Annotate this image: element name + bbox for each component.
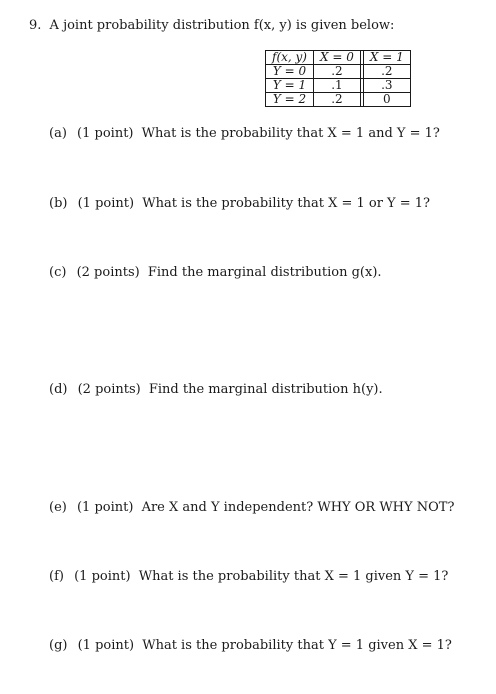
joint-distribution-table [265, 50, 411, 107]
table-row [266, 65, 411, 79]
question-points: (1 point) [77, 126, 134, 141]
table-row [266, 79, 411, 93]
question-text: Find the marginal distribution g(x). [147, 265, 382, 280]
table-cell: 0 [363, 93, 410, 107]
question-text: Are X and Y independent? WHY OR WHY NOT? [141, 500, 455, 515]
question-label: (e) [49, 500, 67, 515]
question-text: What is the probability that X = 1 or Y = 1? [142, 196, 431, 211]
table-cell: .2 [363, 65, 410, 79]
table-col-header: X = 0 [313, 51, 360, 65]
question-a [49, 126, 440, 142]
table-cell: .2 [313, 93, 360, 107]
question-label: (b) [49, 196, 68, 211]
question-text: What is the probability that Y = 1 given X = 1? [142, 638, 452, 653]
question-label: (d) [49, 382, 68, 397]
question-points: (1 point) [77, 196, 135, 211]
problem-heading [29, 18, 394, 34]
table-cell: .2 [313, 65, 360, 79]
question-g [49, 638, 452, 654]
table-cell: .3 [363, 79, 410, 93]
table-cell: .1 [313, 79, 360, 93]
question-points: (1 point) [74, 569, 131, 584]
question-text: What is the probability that X = 1 and Y = 1? [141, 126, 440, 141]
question-c [49, 265, 382, 281]
question-points: (1 point) [76, 500, 134, 515]
table-row-label: Y = 1 [266, 79, 314, 93]
table-row-label: Y = 0 [266, 65, 314, 79]
question-points: (2 points) [77, 382, 141, 397]
question-label: (a) [49, 126, 67, 141]
table-corner-cell: f(x, y) [266, 51, 314, 65]
problem-intro: A joint probability distribution f(x, y) is given below: [49, 18, 395, 33]
question-points: (1 point) [77, 638, 135, 653]
table-row [266, 93, 411, 107]
table-col-header: X = 1 [363, 51, 410, 65]
question-e [49, 500, 454, 516]
question-text: Find the marginal distribution h(y). [148, 382, 383, 397]
question-b [49, 196, 430, 212]
question-label: (f) [49, 569, 64, 584]
question-text: What is the probability that X = 1 given Y = 1? [138, 569, 449, 584]
question-label: (c) [49, 265, 67, 280]
table-header-row [266, 51, 411, 65]
table-row-label: Y = 2 [266, 93, 314, 107]
question-points: (2 points) [76, 265, 140, 280]
question-d [49, 382, 383, 398]
problem-number: 9. [29, 18, 42, 33]
question-label: (g) [49, 638, 68, 653]
question-f [49, 569, 448, 585]
